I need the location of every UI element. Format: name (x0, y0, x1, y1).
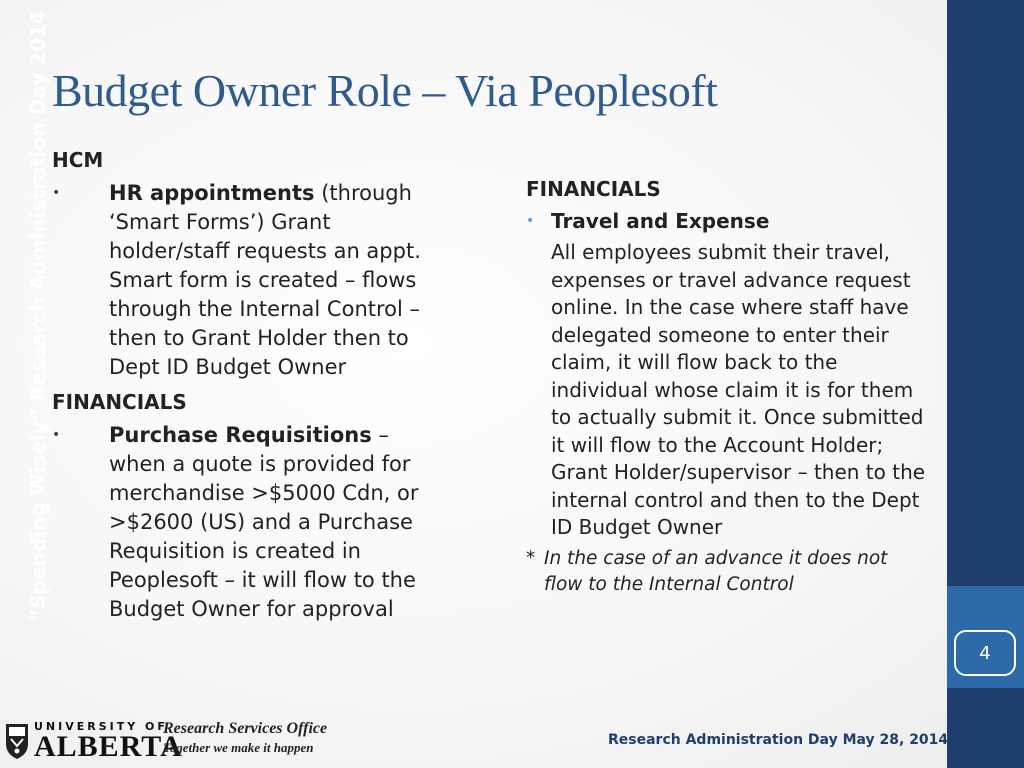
purchase-requisitions-label: Purchase Requisitions (109, 423, 372, 447)
sidebar-event-title: “Spending Wisely” Research Administration Day 2014 (26, 10, 50, 622)
left-column (52, 146, 452, 624)
office-tagline: Together we make it happen (163, 740, 314, 755)
slide-title: Budget Owner Role – Via Peoplesoft (52, 65, 718, 116)
alberta-text: ALBERTA (34, 730, 183, 763)
travel-expense-item (526, 208, 926, 236)
hr-appointments-text: (through ‘Smart Forms’) Grant holder/staff requests an appt. Smart form is created – flows through the Internal Control – then to Grant Holder then to Dept ID Budget Owner (109, 181, 421, 379)
travel-expense-label: Travel and Expense (551, 208, 770, 233)
page-number: 4 (954, 630, 1016, 676)
bullet-icon: • (526, 212, 535, 229)
bullet-icon: • (52, 185, 61, 201)
note-text: In the case of an advance it does not flow to the Internal Control (544, 547, 888, 595)
financials-heading-right: FINANCIALS (526, 177, 661, 201)
right-column (526, 176, 926, 598)
university-logo (4, 720, 183, 761)
office-block (163, 720, 327, 756)
university-of-text: UNIVERSITY OF (34, 720, 168, 733)
advance-note (526, 546, 926, 598)
event-footer: Research Administration Day May 28, 2014 (608, 732, 949, 748)
purchase-requisitions-item (52, 421, 452, 624)
hcm-heading: HCM (52, 148, 104, 172)
hr-appointments-item (52, 179, 452, 382)
crest-icon (4, 722, 30, 760)
financials-heading-left: FINANCIALS (52, 390, 187, 414)
hr-appointments-label: HR appointments (109, 181, 315, 205)
travel-expense-text: All employees submit their travel, expenses or travel advance request online. In the case where staff have delegated someone to enter their claim, it will flow back to the individual whose claim it is for them to actually submit it. Once submitted it will flow to the Account Holder; Grant Holder/supervisor – then to the internal control and then to the Dept ID Budget Owner (551, 240, 926, 539)
office-name: Research Services Office (163, 720, 328, 737)
purchase-requisitions-text: – when a quote is provided for merchandise >$5000 Cdn, or >$2600 (US) and a Purchase Requisition is created in Peoplesoft – it will flow to the Budget Owner for approval (109, 423, 419, 621)
bullet-icon: • (52, 427, 61, 443)
note-asterisk: * (526, 547, 536, 569)
